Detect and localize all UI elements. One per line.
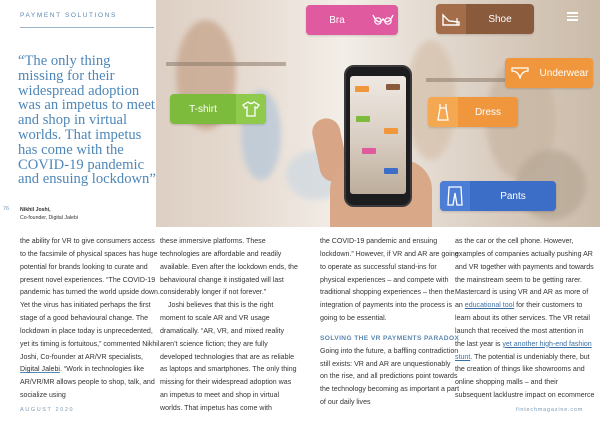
section-label: PAYMENT SOLUTIONS <box>20 12 117 19</box>
underwear-tag-label: Underwear <box>539 67 589 79</box>
body-text: for their customers to learn about its other services. The VR retail launch that received the most attention in the last year is <box>455 302 590 348</box>
dress-tag-label: Dress <box>474 106 502 118</box>
pants-tag-label: Pants <box>500 190 526 202</box>
pants-icon <box>440 181 470 211</box>
body-text: the ability for VR to give consumers access to the facsimile of physical spaces has huge potential for brands looking to curate and present novel experiences. “The COVID-19 pandemic has turned the world upside down. Yet the virus has initiated perhaps the first stage of a good behavioural change. The lockdown in place today is unprecedented, yet its timing is fortuitous,” commented Nikhil Joshi, Co-founder at AR/VR specialists, <box>20 238 160 361</box>
quote-author-name: Nikhil Joshi, <box>20 207 51 213</box>
body-column-4 <box>455 236 595 403</box>
body-text: . The potential is undeniably there, but the creation of things like showrooms and online shopping malls – and their subsequent lacklustre impact on ecommerce <box>455 353 595 400</box>
issue-date: AUGUST 2020 <box>20 407 75 413</box>
body-text: . “Work in technologies like AR/VR/MR allows people to shop, talk, and socialize using <box>20 366 155 400</box>
dress-icon <box>428 97 458 127</box>
tshirt-tag-label: T-shirt <box>189 103 217 115</box>
bra-tag <box>306 5 398 35</box>
tshirt-tag <box>170 94 266 124</box>
menu-icon <box>567 12 578 21</box>
page-number-left: 76 <box>3 206 10 212</box>
bra-tag-label: Bra <box>329 14 345 26</box>
body-paragraph: Going into the future, a baffling contradiction still exists: VR and AR are unquestionably on the rise, and all predictions point towards the technology becoming as important a part of our daily lives <box>320 347 460 407</box>
body-paragraph: Joshi believes that this is the right moment to scale AR and VR usage dramatically. “AR, VR, and mixed reality aren’t science fiction; they are fully developed technologies that are as reliable as laptops and smartphones. The only thing missing for their widespread adoption was an impetus to meet and shop in virtual worlds. That impetus has come with <box>160 302 297 412</box>
underwear-tag <box>505 58 593 88</box>
pull-quote: “The only thing missing for their widespread adoption was an impetus to meet and shop in virtual worlds. That impetus has come with the COVID-19 pandemic and ensuing lockdown” <box>18 53 156 188</box>
body-paragraph: the COVID-19 pandemic and ensuing lockdown.” However, if VR and AR are going to operate as successful stand-ins for physical experiences – and compete with traditional shopping experiences – then the integration of payments into the process is going to be essential. <box>320 238 459 323</box>
quote-author-role: Co-founder, Digital Jalebi <box>20 215 78 221</box>
bra-icon <box>368 5 398 35</box>
phone-screen <box>350 76 406 194</box>
body-paragraph: these immersive platforms. These technologies are affordable and readily available. Even after the lockdown ends, the behavioural change it instigated will last considerably longer if not forever.” <box>160 238 298 297</box>
header-divider <box>20 27 154 28</box>
shoe-tag-label: Shoe <box>488 13 512 25</box>
digital-jalebi-link[interactable]: Digital Jalebi <box>20 366 60 374</box>
shoe-tag <box>436 4 534 34</box>
shoe-icon <box>436 4 466 34</box>
educational-tool-link[interactable]: educational tool <box>464 302 515 310</box>
website-url[interactable]: fintechmagazine.com <box>516 407 584 413</box>
body-column-3 <box>320 236 460 410</box>
tshirt-icon <box>236 94 266 124</box>
body-column-2 <box>160 236 300 416</box>
dress-tag <box>428 97 518 127</box>
smartphone <box>344 65 412 207</box>
pants-tag <box>440 181 556 211</box>
body-text: as the car or the cell phone. However, examples of companies actually pushing AR and VR together with payments and towards the mainstream seem to be getting rarer. Mastercard is using VR and AR as more of an <box>455 238 594 310</box>
fashion-stunt-link[interactable]: yet another high-end fashion stunt <box>455 340 592 361</box>
subheading: SOLVING THE VR PAYMENTS PARADOX <box>320 334 460 342</box>
ar-shopping-photo <box>156 0 600 227</box>
body-column-1 <box>20 236 160 403</box>
underwear-icon <box>505 58 535 88</box>
